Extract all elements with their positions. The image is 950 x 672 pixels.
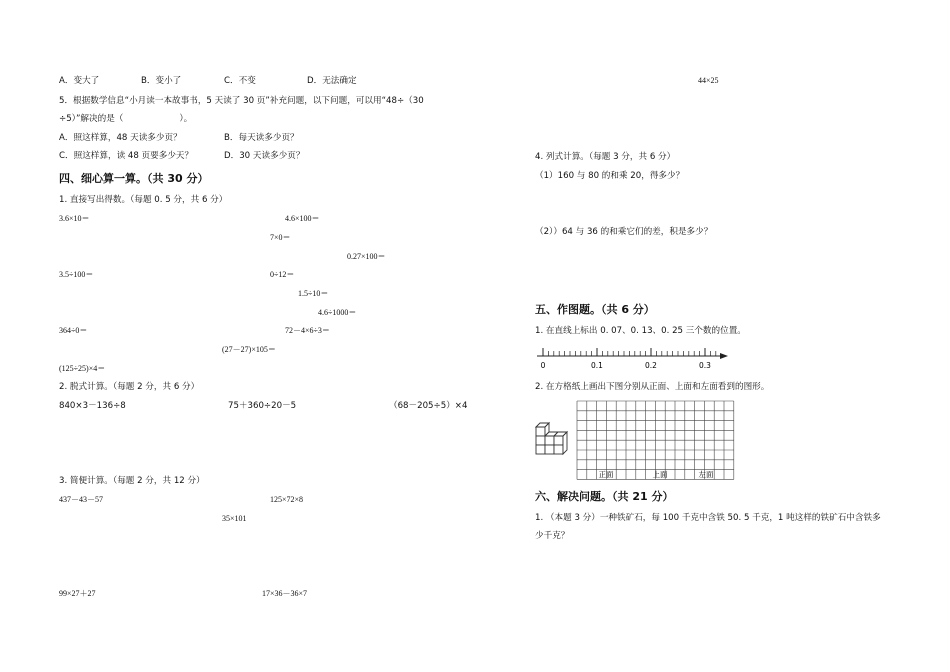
grid-label-left: 左面 bbox=[698, 470, 714, 479]
number-line[interactable] bbox=[535, 344, 735, 372]
calc-item-44x25: 44×25 bbox=[698, 76, 719, 85]
calc-item: (27－27)×105＝ bbox=[222, 345, 276, 354]
calc-item: 72－4×6÷3＝ bbox=[285, 326, 330, 335]
section5-title: 五、作图题。（共 6 分） bbox=[535, 303, 655, 316]
q4-option-c: C．不变 bbox=[224, 76, 256, 86]
simplify-item: 17×36－36×7 bbox=[262, 589, 308, 598]
section4-q1-title: 1. 直接写出得数。（每题 0. 5 分，共 6 分） bbox=[59, 195, 228, 205]
section5-q1: 1. 在直线上标出 0. 07、0. 13、0. 25 三个数的位置。 bbox=[535, 326, 746, 336]
tick-label: 0.1 bbox=[591, 361, 603, 370]
simplify-item: 35×101 bbox=[222, 514, 247, 523]
expression-item: 75＋360÷20－5 bbox=[228, 401, 297, 411]
calc-item: 7×0＝ bbox=[270, 233, 291, 242]
tick-label: 0 bbox=[540, 361, 546, 370]
section4-q2-title: 2. 脱式计算。（每题 2 分，共 6 分） bbox=[59, 382, 200, 392]
q5-text-line2-post: ）。 bbox=[179, 114, 193, 124]
calc-item: (125÷25)×4＝ bbox=[59, 364, 106, 373]
q4-option-b: B．变小了 bbox=[141, 76, 182, 86]
calc-item: 3.6×10＝ bbox=[59, 214, 90, 223]
expression-item: 840×3－136÷8 bbox=[59, 401, 126, 411]
expression-item: （68－205÷5）×4 bbox=[389, 401, 468, 411]
section4-title: 四、细心算一算。（共 30 分） bbox=[59, 172, 209, 185]
section6-title: 六、解决问题。（共 21 分） bbox=[535, 490, 674, 503]
q5-text-line2-pre: ÷5）”解决的是（ bbox=[59, 114, 124, 124]
simplify-item: 99×27＋27 bbox=[59, 589, 96, 598]
q5-text-line2 bbox=[59, 114, 192, 124]
simplify-item: 437－43－57 bbox=[59, 495, 103, 504]
calc-item: 1.5÷10＝ bbox=[298, 289, 329, 298]
q5-option-b: B．每天读多少页？ bbox=[224, 133, 299, 143]
cube-stack-figure bbox=[534, 418, 572, 456]
grid-label-front: 正面 bbox=[598, 470, 614, 479]
calc-item: 4.6×100＝ bbox=[285, 214, 320, 223]
section6-q1-line2: 少千克？ bbox=[535, 531, 570, 541]
q4-option-d: D．无法确定 bbox=[307, 76, 357, 86]
q5-option-c: C．照这样算，读 48 页要多少天？ bbox=[59, 151, 194, 161]
q5-option-d: D．30 天读多少页？ bbox=[224, 151, 305, 161]
calc-item: 364÷0＝ bbox=[59, 326, 88, 335]
calc-item: 4.6÷1000＝ bbox=[318, 308, 357, 317]
grid-lines bbox=[577, 401, 734, 479]
section6-q1-line1: 1. （本题 3 分）一种铁矿石，每 100 千克中含铁 50. 5 千克，1 吨这样的铁矿石中含铁多 bbox=[535, 513, 881, 523]
q4-part2: （2））64 与 36 的和乘它们的差，积是多少？ bbox=[535, 227, 713, 237]
number-line-ticks bbox=[543, 348, 716, 356]
simplify-item: 125×72×8 bbox=[270, 495, 304, 504]
q4-part1: （1）160 与 80 的和乘 20，得多少？ bbox=[535, 171, 685, 181]
q5-option-a: A．照这样算，48 天读多少页？ bbox=[59, 133, 182, 143]
q5-text-line1: 5．根据数学信息“小月读一本故事书，5 天读了 30 页”补充问题，以下问题，可以用“48÷（30 bbox=[59, 96, 424, 106]
grid-label-top: 上面 bbox=[652, 470, 668, 479]
section5-q2: 2. 在方格纸上画出下图分别从正面、上面和左面看到的图形。 bbox=[535, 382, 770, 392]
calc-item: 3.5÷100＝ bbox=[59, 270, 94, 279]
tick-label: 0.2 bbox=[645, 361, 657, 370]
arrow-right-icon bbox=[720, 353, 728, 359]
calc-item: 0÷12＝ bbox=[270, 270, 295, 279]
section4-q3-title: 3. 简便计算。（每题 2 分，共 12 分） bbox=[59, 476, 205, 486]
q4-list-calc-title: 4. 列式计算。（每题 3 分，共 6 分） bbox=[535, 152, 676, 162]
tick-label: 0.3 bbox=[699, 361, 711, 370]
calc-item: 0.27×100＝ bbox=[347, 252, 386, 261]
grid-paper[interactable] bbox=[577, 401, 735, 481]
q4-option-a: A．变大了 bbox=[59, 76, 100, 86]
